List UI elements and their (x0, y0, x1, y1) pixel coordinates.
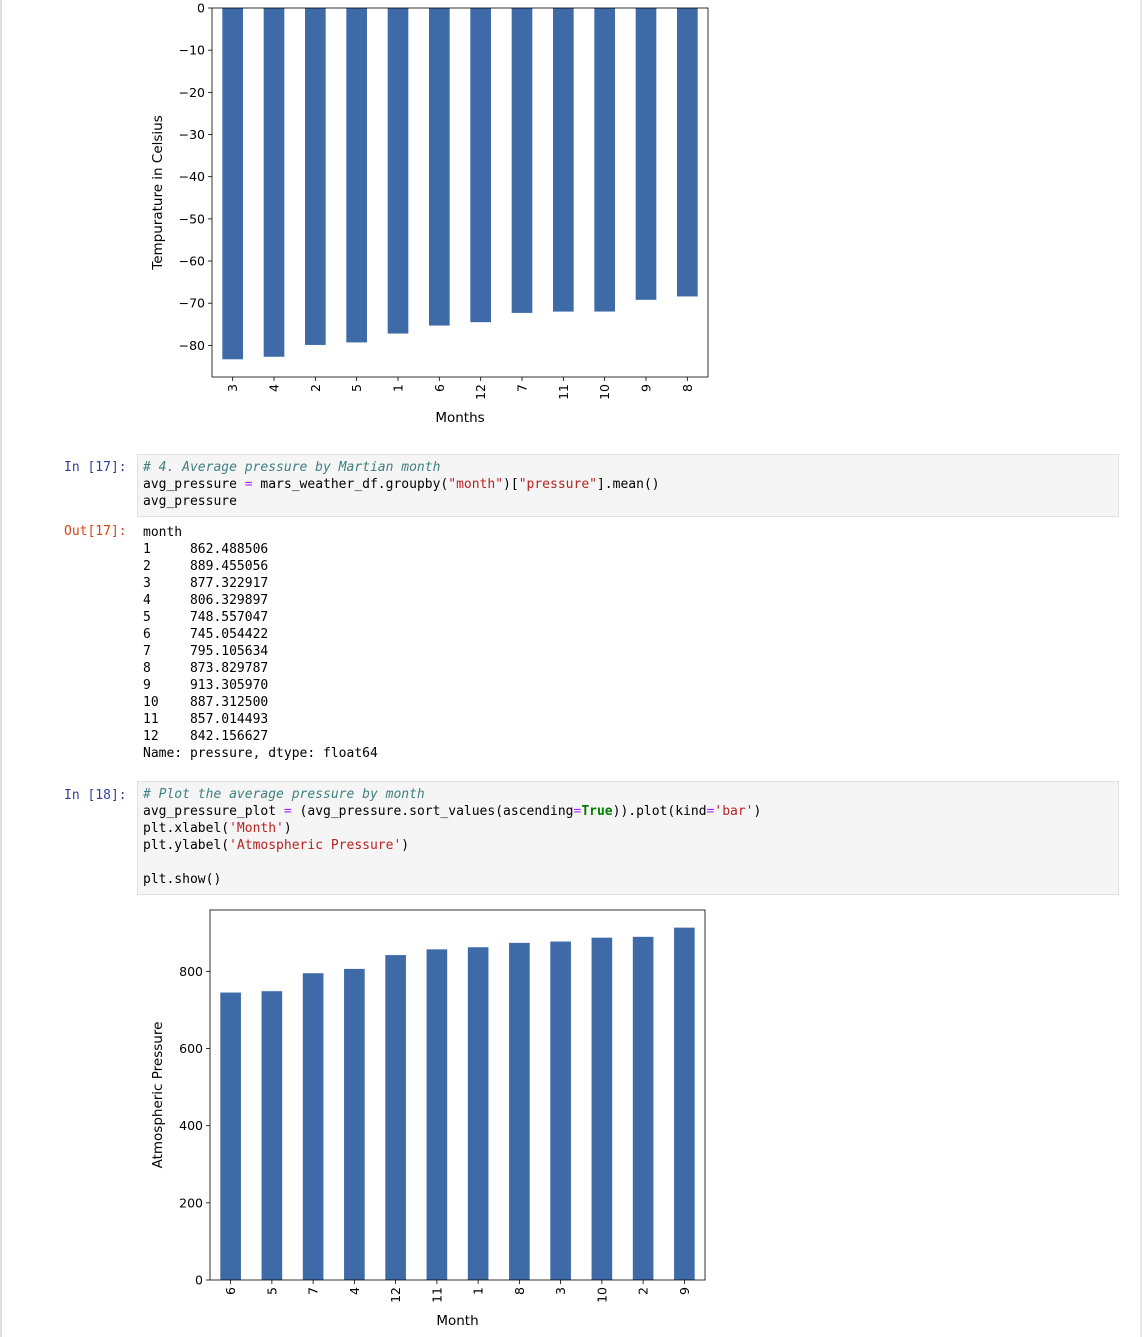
bar-month-3 (222, 8, 243, 359)
code-token: "month" (448, 477, 504, 492)
code-token: 'bar' (714, 804, 754, 819)
code-token: avg_pressure (143, 494, 237, 509)
bar-month-4 (264, 8, 285, 357)
bar-month-10 (592, 938, 613, 1280)
x-tick-label: 1 (470, 1287, 486, 1295)
bar-month-7 (303, 973, 324, 1280)
y-axis-label: Tempurature in Celsius (150, 115, 166, 270)
x-tick-label: 5 (264, 1287, 280, 1295)
x-tick-label: 4 (346, 1287, 362, 1295)
code-token: = (706, 804, 715, 819)
code-token: plt.show() (143, 872, 222, 887)
bar-month-4 (344, 969, 365, 1280)
code-token: 'Month' (229, 821, 284, 836)
code-line (143, 871, 1114, 888)
bar-month-9 (636, 8, 657, 300)
bar-month-10 (594, 8, 615, 312)
cell-17-code-editor[interactable] (137, 454, 1119, 517)
x-tick-label: 12 (388, 1287, 404, 1303)
code-token: avg_pressure (143, 477, 245, 492)
code-line (143, 786, 1114, 803)
cell-18-input-prompt: In [18]: (64, 788, 127, 803)
y-tick-label: 200 (179, 1195, 203, 1211)
temperature-bar-chart (0, 0, 1142, 440)
cell-17-output-prompt: Out[17]: (64, 524, 127, 539)
cell-17-output-series: month 1 862.488506 2 889.455056 3 877.322917 4 806.329897 5 748.557047 6 745.054422 7 795.105634 8 873.829787 9 913.305970 10 887.312500 11 857.014493 12 842.156627 Name: pressure, dtype: float64 (143, 525, 378, 761)
x-tick-label: 12 (473, 384, 489, 400)
y-tick-label: 0 (195, 1272, 203, 1288)
code-token: # 4. Average pressure by Martian month (143, 460, 441, 475)
x-tick-label: 11 (429, 1287, 445, 1303)
x-tick-label: 3 (225, 384, 241, 392)
cell-17-input-prompt: In [17]: (64, 460, 127, 475)
bar-month-11 (427, 949, 448, 1280)
code-line (143, 476, 1114, 493)
code-token: )).plot(kind (612, 804, 707, 819)
code-token: True (581, 804, 613, 819)
bar-month-11 (553, 8, 574, 312)
code-line (143, 493, 1114, 510)
code-line (143, 459, 1114, 476)
bar-month-5 (262, 991, 283, 1280)
bar-month-2 (633, 937, 654, 1280)
y-tick-label: −60 (178, 253, 205, 269)
code-line (143, 854, 1114, 871)
x-tick-label: 1 (390, 384, 406, 392)
bar-month-7 (512, 8, 533, 313)
y-tick-label: 600 (179, 1041, 203, 1057)
code-token: = (283, 804, 292, 819)
bar-month-6 (429, 8, 450, 326)
bar-month-12 (385, 955, 406, 1280)
code-line (143, 803, 1114, 820)
bar-month-3 (550, 942, 571, 1280)
bar-month-2 (305, 8, 326, 345)
y-tick-label: 800 (179, 963, 203, 979)
y-tick-label: −30 (178, 127, 205, 143)
code-token: "pressure" (518, 477, 597, 492)
code-token: )[ (503, 477, 519, 492)
pressure-bar-chart (0, 900, 1142, 1337)
y-tick-label: −70 (178, 295, 205, 311)
bar-month-12 (470, 8, 491, 322)
y-tick-label: −20 (178, 84, 205, 100)
x-tick-label: 2 (635, 1287, 651, 1295)
x-tick-label: 8 (679, 384, 695, 392)
x-tick-label: 5 (349, 384, 365, 392)
code-token: ) (401, 838, 410, 853)
x-tick-label: 6 (223, 1287, 239, 1295)
x-tick-label: 11 (555, 384, 571, 400)
y-tick-label: 0 (197, 0, 205, 16)
plot-frame (210, 910, 705, 1280)
code-line (143, 837, 1114, 854)
code-token: ) (753, 804, 762, 819)
x-tick-label: 3 (553, 1287, 569, 1295)
x-tick-label: 8 (511, 1287, 527, 1295)
x-tick-label: 9 (638, 384, 654, 392)
bar-month-8 (509, 943, 530, 1280)
bar-month-8 (677, 8, 698, 296)
code-token: plt.xlabel( (143, 821, 230, 836)
code-token: = (573, 804, 582, 819)
code-token: 'Atmospheric Pressure' (229, 838, 402, 853)
x-tick-label: 6 (431, 384, 447, 392)
y-tick-label: −50 (178, 211, 205, 227)
x-tick-label: 2 (307, 384, 323, 392)
code-token: ) (283, 821, 292, 836)
bar-month-6 (220, 993, 241, 1280)
y-tick-label: −80 (178, 337, 205, 353)
code-token: (avg_pressure.sort_values(ascending (291, 804, 574, 819)
code-line (143, 820, 1114, 837)
bar-month-1 (468, 947, 489, 1280)
x-axis-label: Month (436, 1313, 479, 1329)
bar-month-9 (674, 928, 695, 1280)
plot-frame (212, 8, 708, 377)
code-token: avg_pressure_plot (143, 804, 284, 819)
x-tick-label: 7 (305, 1287, 321, 1295)
x-tick-label: 9 (676, 1287, 692, 1295)
code-token: mars_weather_df.groupby( (252, 477, 449, 492)
y-tick-label: 400 (179, 1118, 203, 1134)
x-tick-label: 10 (594, 1287, 610, 1303)
cell-18-code-editor[interactable] (137, 781, 1119, 895)
code-token: plt.ylabel( (143, 838, 230, 853)
x-tick-label: 7 (514, 384, 530, 392)
x-tick-label: 10 (597, 384, 613, 400)
y-tick-label: −40 (178, 169, 205, 185)
y-axis-label: Atmospheric Pressure (150, 1021, 166, 1169)
code-token: = (244, 477, 253, 492)
code-token: ].mean() (596, 477, 660, 492)
y-tick-label: −10 (178, 42, 205, 58)
bar-month-5 (346, 8, 367, 342)
code-token: # Plot the average pressure by month (143, 787, 425, 802)
x-tick-label: 4 (266, 384, 282, 392)
bar-month-1 (388, 8, 409, 334)
x-axis-label: Months (435, 410, 485, 426)
